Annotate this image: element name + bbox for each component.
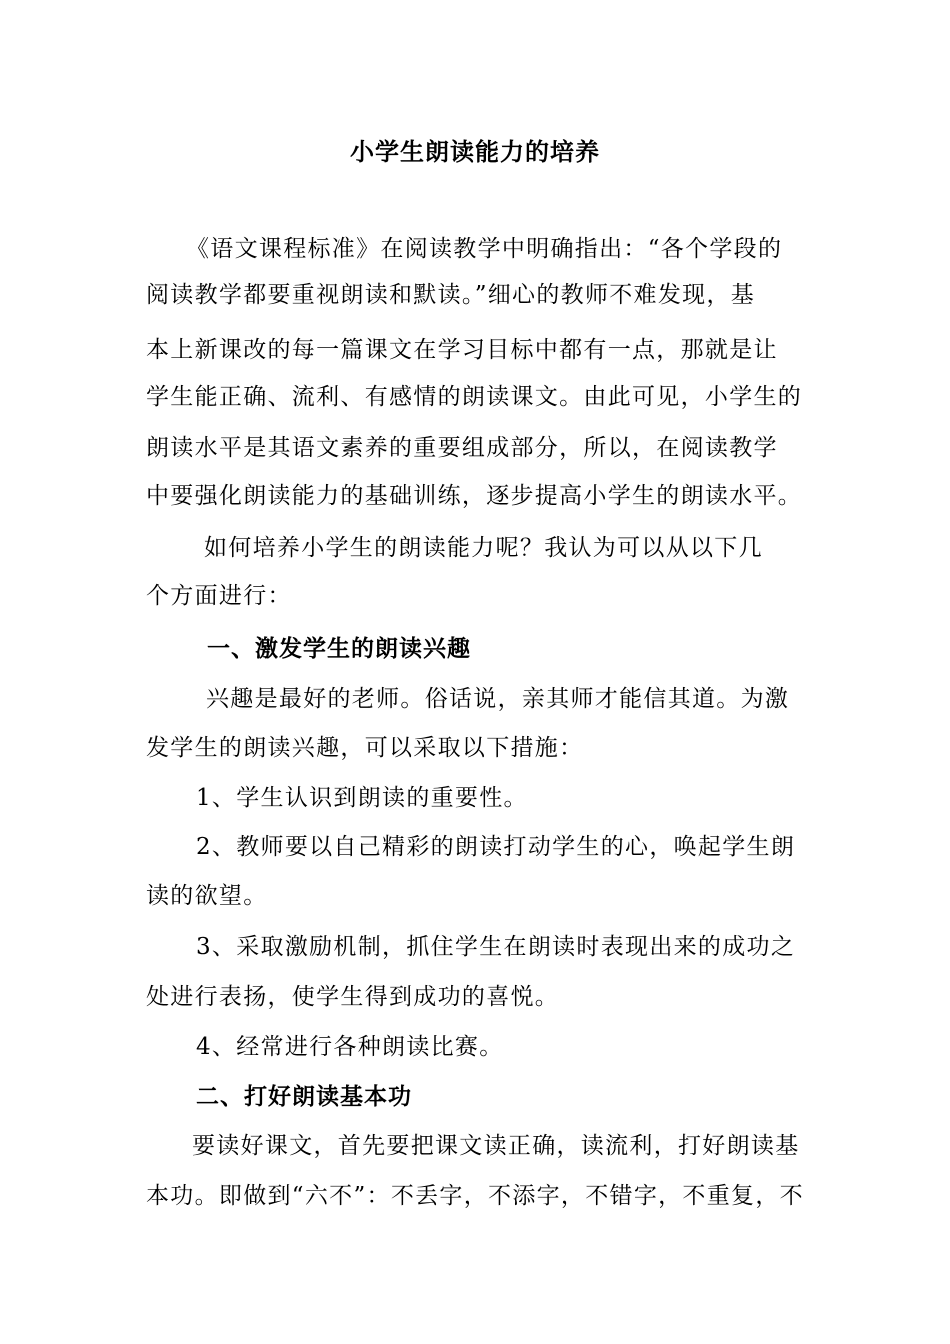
paragraph-line: 中要强化朗读能力的基础训练，逐步提高小学生的朗读水平。 — [146, 483, 803, 509]
paragraph-line: 发学生的朗读兴趣，可以采取以下措施： — [146, 735, 584, 761]
paragraph-line: 阅读教学都要重视朗读和默读。”细心的教师不难发现，基 — [146, 282, 756, 308]
list-item: 3、采取激励机制，抓住学生在朗读时表现出来的成功之 — [196, 934, 796, 960]
paragraph-line: 读的欲望。 — [146, 883, 268, 909]
paragraph-line: 朗读水平是其语文素养的重要组成部分，所以，在阅读教学 — [146, 435, 778, 461]
paragraph-line: 个方面进行： — [146, 583, 292, 609]
paragraph-line: 学生能正确、流利、有感情的朗读课文。由此可见，小学生的 — [146, 384, 803, 410]
paragraph-line: 本功。即做到“六不”：不丢字，不添字，不错字，不重复，不 — [146, 1183, 804, 1209]
section-heading: 一、激发学生的朗读兴趣 — [207, 636, 471, 662]
paragraph-line: 如何培养小学生的朗读能力呢？我认为可以从以下几 — [204, 535, 763, 561]
list-item: 1、学生认识到朗读的重要性。 — [196, 785, 528, 811]
paragraph-line: 要读好课文，首先要把课文读正确，读流利，打好朗读基 — [192, 1133, 800, 1159]
paragraph-line: 《语文课程标准》在阅读教学中明确指出：“各个学段的 — [186, 236, 783, 262]
document-title: 小学生朗读能力的培养 — [350, 138, 600, 166]
paragraph-line: 本上新课改的每一篇课文在学习目标中都有一点，那就是让 — [146, 337, 778, 363]
paragraph-line: 处进行表扬，使学生得到成功的喜悦。 — [146, 984, 560, 1010]
list-item: 2、教师要以自己精彩的朗读打动学生的心，唤起学生朗 — [196, 834, 796, 860]
paragraph-line: 兴趣是最好的老师。俗话说，亲其师才能信其道。为激 — [206, 686, 790, 712]
list-item: 4、经常进行各种朗读比赛。 — [196, 1034, 504, 1060]
section-heading: 二、打好朗读基本功 — [196, 1084, 412, 1110]
